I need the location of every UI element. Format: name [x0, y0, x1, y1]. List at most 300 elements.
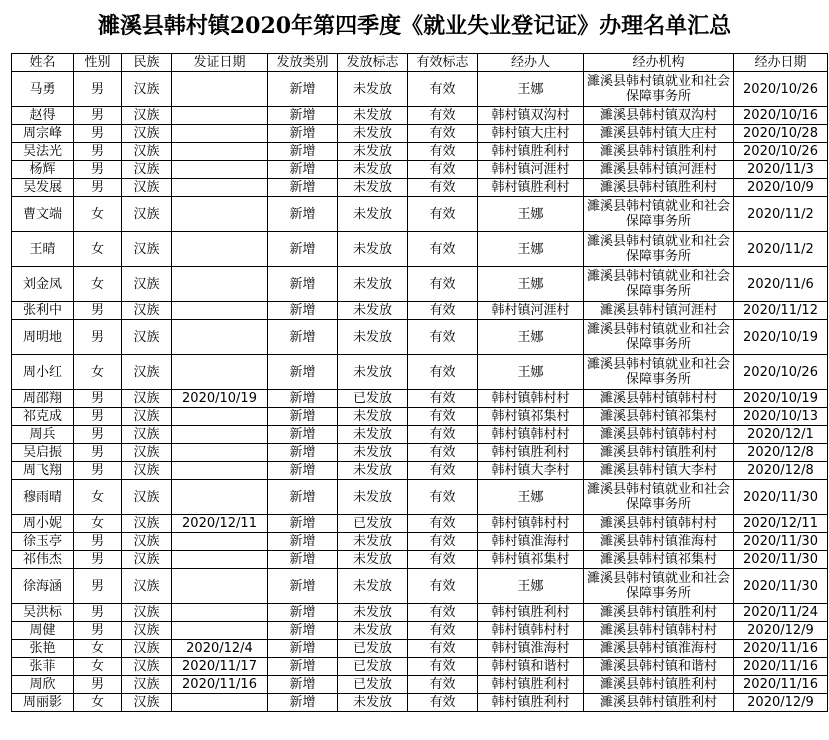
table-row	[12, 320, 828, 355]
cell-category: 新增	[268, 143, 338, 161]
cell-category: 新增	[268, 302, 338, 320]
cell-gender: 男	[74, 125, 122, 143]
cell-issue-date	[172, 480, 268, 515]
cell-gender: 女	[74, 197, 122, 232]
cell-handler: 韩村镇胜利村	[478, 604, 584, 622]
cell-flag: 未发放	[338, 622, 408, 640]
table-row	[12, 462, 828, 480]
table-row	[12, 197, 828, 232]
table-row	[12, 72, 828, 107]
cell-gender: 男	[74, 143, 122, 161]
cell-category: 新增	[268, 640, 338, 658]
header-name: 姓名	[12, 54, 74, 72]
table-row	[12, 161, 828, 179]
cell-gender: 女	[74, 355, 122, 390]
table-row	[12, 551, 828, 569]
header-ethnicity: 民族	[122, 54, 172, 72]
cell-agency: 濉溪县韩村镇就业和社会保障事务所	[584, 72, 734, 107]
cell-handler: 韩村镇祁集村	[478, 551, 584, 569]
cell-name: 吴启振	[12, 444, 74, 462]
cell-flag: 未发放	[338, 480, 408, 515]
cell-flag: 未发放	[338, 197, 408, 232]
cell-name: 周兵	[12, 426, 74, 444]
cell-gender: 女	[74, 232, 122, 267]
cell-date: 2020/10/26	[734, 355, 828, 390]
cell-date: 2020/12/9	[734, 694, 828, 712]
cell-ethnicity: 汉族	[122, 161, 172, 179]
cell-issue-date	[172, 267, 268, 302]
header-flag: 发放标志	[338, 54, 408, 72]
cell-date: 2020/12/9	[734, 622, 828, 640]
cell-gender: 男	[74, 179, 122, 197]
header-date: 经办日期	[734, 54, 828, 72]
cell-name: 祁克成	[12, 408, 74, 426]
cell-flag: 未发放	[338, 161, 408, 179]
cell-agency: 濉溪县韩村镇淮海村	[584, 533, 734, 551]
cell-ethnicity: 汉族	[122, 355, 172, 390]
cell-flag: 未发放	[338, 143, 408, 161]
cell-gender: 男	[74, 676, 122, 694]
cell-category: 新增	[268, 551, 338, 569]
cell-date: 2020/11/30	[734, 551, 828, 569]
cell-date: 2020/10/16	[734, 107, 828, 125]
cell-name: 张菲	[12, 658, 74, 676]
cell-issue-date	[172, 179, 268, 197]
cell-date: 2020/12/8	[734, 462, 828, 480]
cell-valid: 有效	[408, 161, 478, 179]
cell-handler: 韩村镇大庄村	[478, 125, 584, 143]
cell-gender: 女	[74, 480, 122, 515]
cell-flag: 未发放	[338, 355, 408, 390]
cell-date: 2020/12/1	[734, 426, 828, 444]
cell-valid: 有效	[408, 604, 478, 622]
cell-category: 新增	[268, 676, 338, 694]
cell-flag: 未发放	[338, 444, 408, 462]
cell-name: 吴法光	[12, 143, 74, 161]
cell-agency: 濉溪县韩村镇胜利村	[584, 179, 734, 197]
cell-ethnicity: 汉族	[122, 676, 172, 694]
cell-valid: 有效	[408, 355, 478, 390]
cell-date: 2020/11/30	[734, 569, 828, 604]
cell-agency: 濉溪县韩村镇就业和社会保障事务所	[584, 480, 734, 515]
cell-agency: 濉溪县韩村镇就业和社会保障事务所	[584, 197, 734, 232]
cell-ethnicity: 汉族	[122, 694, 172, 712]
cell-agency: 濉溪县韩村镇祁集村	[584, 408, 734, 426]
cell-gender: 男	[74, 302, 122, 320]
cell-issue-date	[172, 143, 268, 161]
cell-flag: 已发放	[338, 658, 408, 676]
cell-date: 2020/11/12	[734, 302, 828, 320]
cell-category: 新增	[268, 480, 338, 515]
cell-category: 新增	[268, 533, 338, 551]
cell-flag: 未发放	[338, 107, 408, 125]
cell-gender: 男	[74, 408, 122, 426]
cell-flag: 未发放	[338, 125, 408, 143]
cell-agency: 濉溪县韩村镇淮海村	[584, 640, 734, 658]
header-gender: 性别	[74, 54, 122, 72]
cell-name: 刘金凤	[12, 267, 74, 302]
cell-handler: 韩村镇胜利村	[478, 676, 584, 694]
cell-name: 王晴	[12, 232, 74, 267]
cell-category: 新增	[268, 604, 338, 622]
cell-handler: 王娜	[478, 232, 584, 267]
cell-issue-date	[172, 444, 268, 462]
cell-valid: 有效	[408, 390, 478, 408]
cell-valid: 有效	[408, 320, 478, 355]
cell-handler: 韩村镇河涯村	[478, 302, 584, 320]
cell-name: 马勇	[12, 72, 74, 107]
cell-name: 徐海涵	[12, 569, 74, 604]
table-row	[12, 302, 828, 320]
cell-valid: 有效	[408, 408, 478, 426]
cell-name: 徐玉亭	[12, 533, 74, 551]
cell-agency: 濉溪县韩村镇大庄村	[584, 125, 734, 143]
cell-date: 2020/11/30	[734, 533, 828, 551]
header-issue-date: 发证日期	[172, 54, 268, 72]
cell-name: 周小妮	[12, 515, 74, 533]
cell-category: 新增	[268, 355, 338, 390]
header-valid: 有效标志	[408, 54, 478, 72]
table-row	[12, 480, 828, 515]
cell-issue-date	[172, 408, 268, 426]
cell-handler: 王娜	[478, 197, 584, 232]
table-row	[12, 569, 828, 604]
cell-handler: 王娜	[478, 569, 584, 604]
cell-issue-date: 2020/11/17	[172, 658, 268, 676]
cell-issue-date: 2020/12/4	[172, 640, 268, 658]
cell-handler: 韩村镇胜利村	[478, 179, 584, 197]
cell-name: 吴发展	[12, 179, 74, 197]
cell-date: 2020/12/11	[734, 515, 828, 533]
cell-date: 2020/10/26	[734, 143, 828, 161]
cell-date: 2020/11/2	[734, 232, 828, 267]
cell-agency: 濉溪县韩村镇和谐村	[584, 658, 734, 676]
cell-ethnicity: 汉族	[122, 551, 172, 569]
cell-agency: 濉溪县韩村镇胜利村	[584, 676, 734, 694]
cell-date: 2020/10/13	[734, 408, 828, 426]
cell-issue-date	[172, 302, 268, 320]
cell-flag: 已发放	[338, 676, 408, 694]
cell-flag: 已发放	[338, 515, 408, 533]
cell-agency: 濉溪县韩村镇就业和社会保障事务所	[584, 569, 734, 604]
table-row	[12, 676, 828, 694]
cell-agency: 濉溪县韩村镇韩村村	[584, 515, 734, 533]
cell-issue-date	[172, 551, 268, 569]
table-row	[12, 444, 828, 462]
cell-date: 2020/11/2	[734, 197, 828, 232]
cell-ethnicity: 汉族	[122, 408, 172, 426]
roster-table	[11, 53, 828, 712]
cell-name: 祁伟杰	[12, 551, 74, 569]
cell-name: 张利中	[12, 302, 74, 320]
cell-name: 周小红	[12, 355, 74, 390]
cell-handler: 王娜	[478, 355, 584, 390]
cell-flag: 未发放	[338, 694, 408, 712]
cell-valid: 有效	[408, 462, 478, 480]
cell-date: 2020/11/16	[734, 676, 828, 694]
cell-gender: 男	[74, 161, 122, 179]
cell-category: 新增	[268, 622, 338, 640]
cell-date: 2020/11/3	[734, 161, 828, 179]
cell-date: 2020/10/9	[734, 179, 828, 197]
cell-handler: 韩村镇韩村村	[478, 622, 584, 640]
cell-valid: 有效	[408, 533, 478, 551]
cell-issue-date	[172, 125, 268, 143]
table-row	[12, 426, 828, 444]
cell-valid: 有效	[408, 515, 478, 533]
cell-issue-date: 2020/12/11	[172, 515, 268, 533]
table-row	[12, 533, 828, 551]
cell-handler: 王娜	[478, 480, 584, 515]
cell-valid: 有效	[408, 658, 478, 676]
cell-handler: 韩村镇淮海村	[478, 640, 584, 658]
cell-category: 新增	[268, 408, 338, 426]
cell-valid: 有效	[408, 302, 478, 320]
cell-issue-date	[172, 462, 268, 480]
cell-category: 新增	[268, 72, 338, 107]
cell-issue-date: 2020/11/16	[172, 676, 268, 694]
cell-flag: 未发放	[338, 604, 408, 622]
cell-issue-date	[172, 197, 268, 232]
cell-category: 新增	[268, 515, 338, 533]
table-row	[12, 622, 828, 640]
cell-handler: 韩村镇淮海村	[478, 533, 584, 551]
cell-date: 2020/10/26	[734, 72, 828, 107]
cell-ethnicity: 汉族	[122, 125, 172, 143]
cell-ethnicity: 汉族	[122, 640, 172, 658]
cell-issue-date	[172, 533, 268, 551]
page-title: 濉溪县韩村镇2020年第四季度《就业失业登记证》办理名单汇总	[97, 13, 732, 39]
cell-date: 2020/10/19	[734, 390, 828, 408]
cell-ethnicity: 汉族	[122, 604, 172, 622]
cell-issue-date	[172, 161, 268, 179]
cell-ethnicity: 汉族	[122, 533, 172, 551]
roster-body	[12, 72, 828, 712]
cell-valid: 有效	[408, 569, 478, 604]
cell-flag: 未发放	[338, 302, 408, 320]
table-row	[12, 694, 828, 712]
cell-flag: 未发放	[338, 72, 408, 107]
table-row	[12, 125, 828, 143]
cell-agency: 濉溪县韩村镇就业和社会保障事务所	[584, 355, 734, 390]
cell-category: 新增	[268, 390, 338, 408]
cell-agency: 濉溪县韩村镇胜利村	[584, 604, 734, 622]
cell-flag: 未发放	[338, 569, 408, 604]
cell-ethnicity: 汉族	[122, 390, 172, 408]
cell-date: 2020/10/19	[734, 320, 828, 355]
cell-ethnicity: 汉族	[122, 569, 172, 604]
cell-agency: 濉溪县韩村镇双沟村	[584, 107, 734, 125]
cell-valid: 有效	[408, 125, 478, 143]
cell-issue-date: 2020/10/19	[172, 390, 268, 408]
cell-category: 新增	[268, 444, 338, 462]
cell-name: 周丽影	[12, 694, 74, 712]
cell-category: 新增	[268, 267, 338, 302]
header-handler: 经办人	[478, 54, 584, 72]
cell-handler: 韩村镇胜利村	[478, 143, 584, 161]
cell-agency: 濉溪县韩村镇韩村村	[584, 622, 734, 640]
cell-gender: 男	[74, 72, 122, 107]
cell-gender: 男	[74, 107, 122, 125]
table-row	[12, 390, 828, 408]
cell-name: 周宗峰	[12, 125, 74, 143]
cell-ethnicity: 汉族	[122, 622, 172, 640]
cell-ethnicity: 汉族	[122, 143, 172, 161]
cell-ethnicity: 汉族	[122, 197, 172, 232]
cell-valid: 有效	[408, 694, 478, 712]
cell-gender: 男	[74, 533, 122, 551]
cell-date: 2020/11/16	[734, 658, 828, 676]
cell-ethnicity: 汉族	[122, 232, 172, 267]
cell-date: 2020/11/6	[734, 267, 828, 302]
cell-gender: 女	[74, 267, 122, 302]
cell-gender: 男	[74, 426, 122, 444]
cell-flag: 未发放	[338, 426, 408, 444]
cell-name: 张艳	[12, 640, 74, 658]
cell-valid: 有效	[408, 107, 478, 125]
cell-flag: 未发放	[338, 533, 408, 551]
cell-name: 周飞翔	[12, 462, 74, 480]
cell-flag: 未发放	[338, 267, 408, 302]
cell-flag: 未发放	[338, 232, 408, 267]
cell-name: 吴洪标	[12, 604, 74, 622]
cell-gender: 女	[74, 694, 122, 712]
table-row	[12, 143, 828, 161]
cell-agency: 濉溪县韩村镇河涯村	[584, 161, 734, 179]
table-row	[12, 408, 828, 426]
cell-agency: 濉溪县韩村镇韩村村	[584, 390, 734, 408]
cell-gender: 男	[74, 320, 122, 355]
cell-agency: 濉溪县韩村镇河涯村	[584, 302, 734, 320]
cell-handler: 韩村镇双沟村	[478, 107, 584, 125]
cell-handler: 韩村镇韩村村	[478, 515, 584, 533]
cell-issue-date	[172, 569, 268, 604]
table-row	[12, 267, 828, 302]
cell-ethnicity: 汉族	[122, 515, 172, 533]
cell-category: 新增	[268, 569, 338, 604]
cell-agency: 濉溪县韩村镇胜利村	[584, 444, 734, 462]
cell-category: 新增	[268, 694, 338, 712]
table-row	[12, 640, 828, 658]
cell-valid: 有效	[408, 267, 478, 302]
cell-valid: 有效	[408, 232, 478, 267]
cell-agency: 濉溪县韩村镇胜利村	[584, 694, 734, 712]
cell-valid: 有效	[408, 197, 478, 232]
cell-ethnicity: 汉族	[122, 426, 172, 444]
cell-name: 赵得	[12, 107, 74, 125]
cell-agency: 濉溪县韩村镇韩村村	[584, 426, 734, 444]
cell-valid: 有效	[408, 676, 478, 694]
cell-valid: 有效	[408, 480, 478, 515]
cell-ethnicity: 汉族	[122, 658, 172, 676]
table-row	[12, 604, 828, 622]
cell-handler: 韩村镇和谐村	[478, 658, 584, 676]
cell-category: 新增	[268, 161, 338, 179]
cell-flag: 已发放	[338, 640, 408, 658]
cell-ethnicity: 汉族	[122, 267, 172, 302]
cell-agency: 濉溪县韩村镇就业和社会保障事务所	[584, 267, 734, 302]
cell-issue-date	[172, 232, 268, 267]
cell-valid: 有效	[408, 444, 478, 462]
cell-name: 周欣	[12, 676, 74, 694]
cell-handler: 韩村镇韩村村	[478, 426, 584, 444]
header-category: 发放类别	[268, 54, 338, 72]
cell-category: 新增	[268, 107, 338, 125]
cell-issue-date	[172, 622, 268, 640]
cell-name: 周邵翔	[12, 390, 74, 408]
cell-name: 穆雨晴	[12, 480, 74, 515]
cell-category: 新增	[268, 125, 338, 143]
cell-gender: 女	[74, 515, 122, 533]
cell-name: 周健	[12, 622, 74, 640]
cell-issue-date	[172, 72, 268, 107]
cell-gender: 男	[74, 569, 122, 604]
cell-flag: 已发放	[338, 390, 408, 408]
header-agency: 经办机构	[584, 54, 734, 72]
cell-gender: 男	[74, 622, 122, 640]
cell-agency: 濉溪县韩村镇祁集村	[584, 551, 734, 569]
cell-issue-date	[172, 320, 268, 355]
cell-gender: 男	[74, 444, 122, 462]
table-row	[12, 107, 828, 125]
cell-ethnicity: 汉族	[122, 302, 172, 320]
cell-ethnicity: 汉族	[122, 107, 172, 125]
table-row	[12, 355, 828, 390]
cell-handler: 王娜	[478, 320, 584, 355]
cell-gender: 男	[74, 551, 122, 569]
cell-ethnicity: 汉族	[122, 72, 172, 107]
cell-flag: 未发放	[338, 551, 408, 569]
cell-date: 2020/12/8	[734, 444, 828, 462]
cell-handler: 韩村镇胜利村	[478, 444, 584, 462]
cell-handler: 韩村镇胜利村	[478, 694, 584, 712]
cell-category: 新增	[268, 426, 338, 444]
cell-valid: 有效	[408, 143, 478, 161]
cell-agency: 濉溪县韩村镇大李村	[584, 462, 734, 480]
cell-agency: 濉溪县韩村镇就业和社会保障事务所	[584, 232, 734, 267]
cell-date: 2020/11/24	[734, 604, 828, 622]
cell-valid: 有效	[408, 72, 478, 107]
cell-gender: 男	[74, 462, 122, 480]
cell-category: 新增	[268, 658, 338, 676]
header-row	[12, 54, 828, 72]
table-row	[12, 658, 828, 676]
cell-gender: 女	[74, 658, 122, 676]
cell-handler: 王娜	[478, 267, 584, 302]
cell-valid: 有效	[408, 179, 478, 197]
cell-issue-date	[172, 694, 268, 712]
cell-category: 新增	[268, 232, 338, 267]
cell-date: 2020/11/30	[734, 480, 828, 515]
cell-agency: 濉溪县韩村镇胜利村	[584, 143, 734, 161]
cell-name: 曹文端	[12, 197, 74, 232]
cell-issue-date	[172, 107, 268, 125]
cell-ethnicity: 汉族	[122, 462, 172, 480]
table-row	[12, 232, 828, 267]
cell-handler: 韩村镇韩村村	[478, 390, 584, 408]
cell-ethnicity: 汉族	[122, 320, 172, 355]
cell-category: 新增	[268, 462, 338, 480]
cell-handler: 韩村镇大李村	[478, 462, 584, 480]
cell-flag: 未发放	[338, 408, 408, 426]
cell-valid: 有效	[408, 426, 478, 444]
cell-handler: 韩村镇河涯村	[478, 161, 584, 179]
cell-valid: 有效	[408, 622, 478, 640]
cell-category: 新增	[268, 320, 338, 355]
cell-ethnicity: 汉族	[122, 444, 172, 462]
cell-issue-date	[172, 426, 268, 444]
cell-valid: 有效	[408, 551, 478, 569]
